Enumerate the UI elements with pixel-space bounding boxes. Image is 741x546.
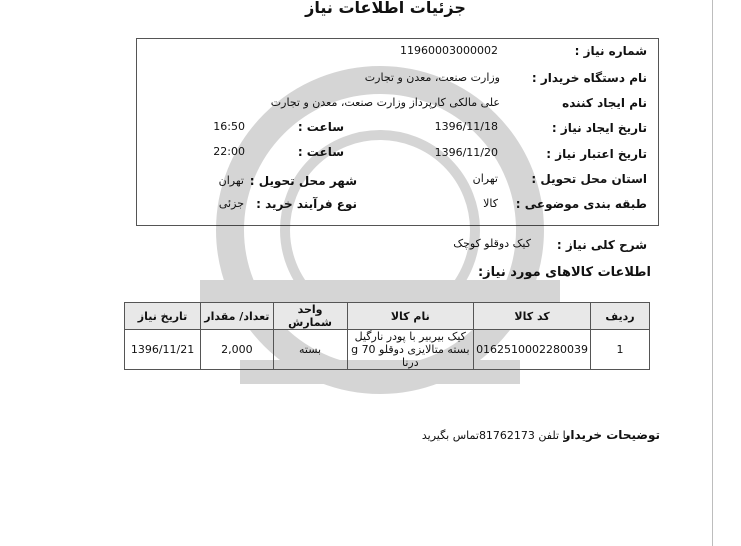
buyer-notes-label: توضیحات خریدار <box>563 428 660 442</box>
header-unit: واحد شمارش <box>273 303 347 330</box>
validity-time-value: 22:00 <box>213 145 245 158</box>
header-row-index: ردیف <box>591 303 650 330</box>
buyer-notes-value: با تلفن 81762173تماس بگیرید <box>421 429 569 442</box>
category-label: طبقه بندی موضوعی : <box>515 197 647 211</box>
purchase-type-value: جزئی <box>218 197 244 210</box>
creator-value: علی مالکی کارپرداز وزارت صنعت، معدن و تجارت <box>270 96 500 109</box>
goods-table <box>124 302 650 370</box>
validity-date-value: 1396/11/20 <box>434 146 498 159</box>
goods-section-title: اطلاعات کالاهای مورد نیاز: <box>477 265 651 280</box>
need-number-value: 11960003000002 <box>400 44 498 57</box>
purchase-type-label: نوع فرآیند خرید : <box>256 197 357 211</box>
created-date-value: 1396/11/18 <box>434 120 498 133</box>
created-time-value: 16:50 <box>213 120 245 133</box>
category-value: کالا <box>483 197 498 210</box>
province-value: تهران <box>472 172 498 185</box>
city-value: تهران <box>218 174 244 187</box>
cell-name: کیک بیربیر با پودر نارگیل بسته متالایزی دوقلو 70 g درنا <box>347 330 474 370</box>
cell-row-index: 1 <box>591 330 650 370</box>
general-description-value: کیک دوقلو کوچک <box>453 237 531 250</box>
buyer-org-label: نام دستگاه خریدار : <box>531 71 647 85</box>
header-date: تاریخ نیاز <box>125 303 201 330</box>
creator-label: نام ایجاد کننده <box>562 96 647 110</box>
goods-table-header-row <box>125 303 650 330</box>
created-time-label: ساعت : <box>297 120 344 134</box>
created-date-label: تاریخ ایجاد نیاز : <box>551 121 647 135</box>
province-label: استان محل تحویل : <box>531 172 647 186</box>
need-number-label: شماره نیاز : <box>574 44 647 58</box>
header-qty: تعداد/ مقدار <box>201 303 274 330</box>
table-row <box>125 330 650 370</box>
validity-time-label: ساعت : <box>297 145 344 159</box>
page-title: جزئیات اطلاعات نیاز <box>305 0 466 17</box>
buyer-org-value: وزارت صنعت، معدن و تجارت <box>364 71 500 84</box>
header-code: کد کالا <box>474 303 591 330</box>
page-right-border <box>712 0 713 546</box>
city-label: شهر محل تحویل : <box>249 174 357 188</box>
header-name: نام کالا <box>347 303 474 330</box>
cell-unit: بسته <box>273 330 347 370</box>
cell-qty: 2,000 <box>201 330 274 370</box>
cell-code: 0162510002280039 <box>474 330 591 370</box>
cell-date: 1396/11/21 <box>125 330 201 370</box>
general-description-label: شرح کلی نیاز : <box>556 238 647 252</box>
validity-date-label: تاریخ اعتبار نیاز : <box>546 147 647 161</box>
